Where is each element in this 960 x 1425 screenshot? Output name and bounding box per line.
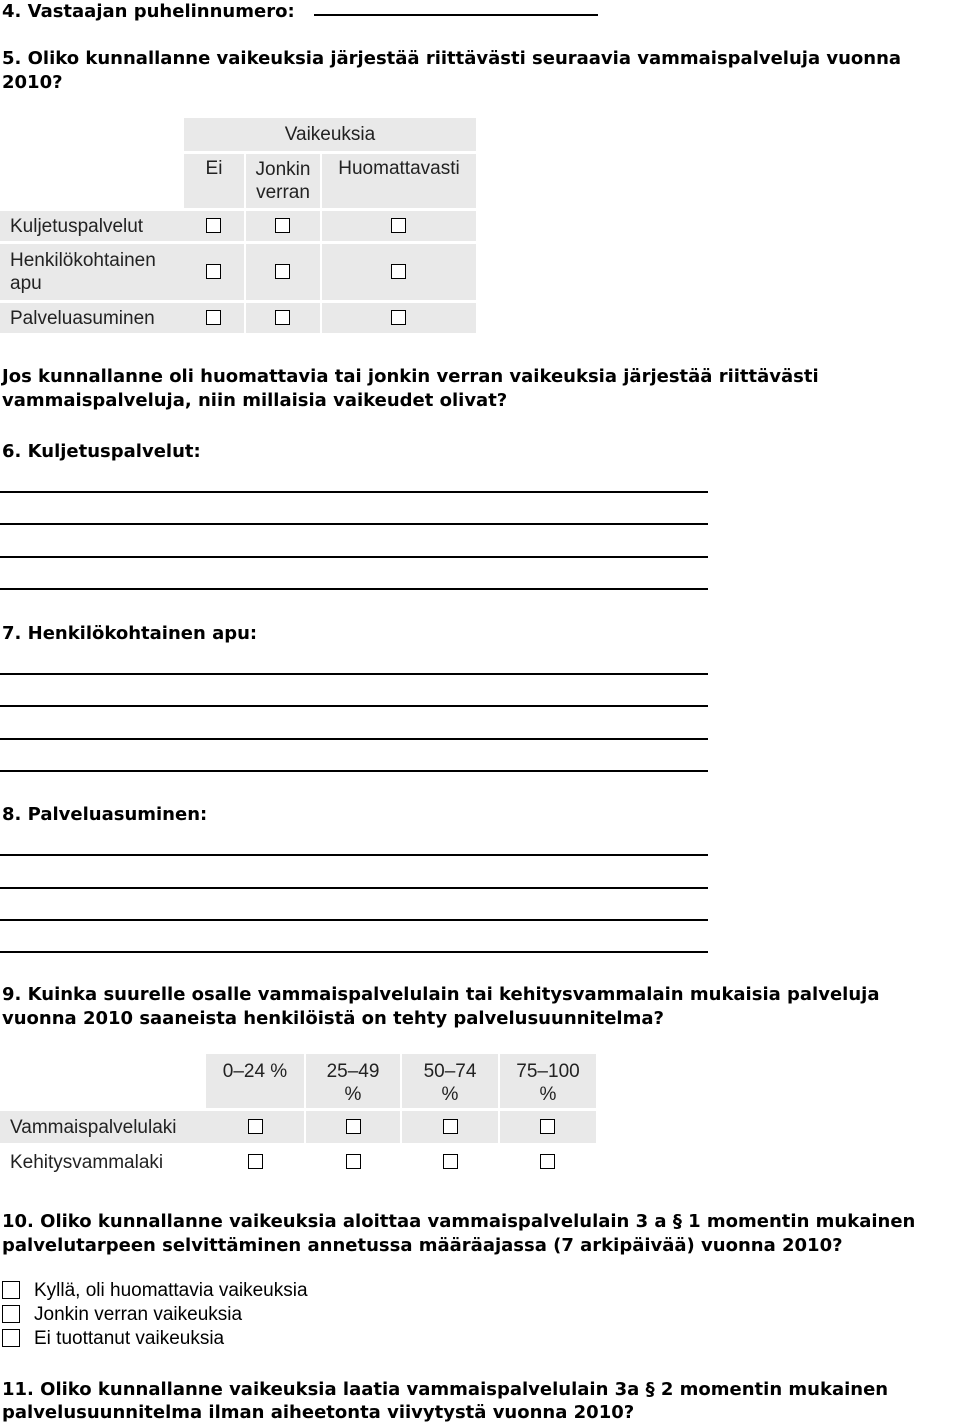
column-header-50-74-line1: 50–74 <box>423 1061 477 1082</box>
column-header-50-74-line2: % <box>441 1084 459 1105</box>
answer-line[interactable] <box>0 556 708 558</box>
question-9-line2: vuonna 2010 saaneista henkilöistä on tehty palvelusuunnitelma? <box>2 1008 664 1029</box>
option-ei-tuottanut: Ei tuottanut vaikeuksia <box>34 1328 225 1349</box>
checkbox-vammaispalvelulaki-50-74[interactable] <box>443 1119 458 1134</box>
checkbox-kehitysvammalaki-75-100[interactable] <box>540 1154 555 1169</box>
row-label-henkilokohtainen-line2: apu <box>10 273 42 294</box>
checkbox-henkilokohtainen-ei[interactable] <box>206 264 221 279</box>
checkbox-kuljetuspalvelut-huomattavasti[interactable] <box>391 218 406 233</box>
question-11-line2: palvelusuunnitelma ilman aiheetonta viivytystä vuonna 2010? <box>2 1402 635 1423</box>
column-header-25-49-line1: 25–49 <box>326 1061 380 1082</box>
checkbox-palveluasuminen-ei[interactable] <box>206 310 221 325</box>
question-7-label: 7. Henkilökohtainen apu: <box>2 623 258 644</box>
question-6-label: 6. Kuljetuspalvelut: <box>2 441 201 462</box>
row-label-palveluasuminen: Palveluasuminen <box>0 303 192 333</box>
row-label-kuljetuspalvelut: Kuljetuspalvelut <box>0 211 192 241</box>
checkbox-palveluasuminen-jonkin-verran[interactable] <box>275 310 290 325</box>
checkbox-henkilokohtainen-jonkin-verran[interactable] <box>275 264 290 279</box>
column-header-50-74 <box>402 1054 498 1108</box>
option-kylla-huomattavia: Kyllä, oli huomattavia vaikeuksia <box>34 1280 308 1301</box>
checkbox-kehitysvammalaki-50-74[interactable] <box>443 1154 458 1169</box>
question-4-label: 4. Vastaajan puhelinnumero: <box>2 1 295 22</box>
column-header-jonkin-verran <box>246 154 320 208</box>
answer-line[interactable] <box>0 738 708 740</box>
answer-line[interactable] <box>0 491 708 493</box>
column-header-jonkin-line2: verran <box>256 182 310 203</box>
column-header-25-49 <box>306 1054 400 1108</box>
answer-line[interactable] <box>0 770 708 772</box>
answer-line[interactable] <box>0 854 708 856</box>
answer-line[interactable] <box>0 705 708 707</box>
row-label-kehitysvammalaki: Kehitysvammalaki <box>10 1152 164 1173</box>
checkbox-kehitysvammalaki-25-49[interactable] <box>346 1154 361 1169</box>
checkbox-kuljetuspalvelut-jonkin-verran[interactable] <box>275 218 290 233</box>
column-header-75-100 <box>500 1054 596 1108</box>
question-8-label: 8. Palveluasuminen: <box>2 804 208 825</box>
followup-line1: Jos kunnallanne oli huomattavia tai jonkin verran vaikeuksia järjestää riittävästi <box>2 366 819 387</box>
question-9-line1: 9. Kuinka suurelle osalle vammaispalvelulain tai kehitysvammalain mukaisia palveluja <box>2 984 880 1005</box>
question-10-line1: 10. Oliko kunnallanne vaikeuksia aloittaa vammaispalvelulain 3 a § 1 momentin mukainen <box>2 1211 916 1232</box>
column-header-0-24: 0–24 % <box>206 1054 304 1108</box>
checkbox-kylla-huomattavia[interactable] <box>2 1281 20 1299</box>
column-header-huomattavasti: Huomattavasti <box>322 154 476 208</box>
followup-line2: vammaispalveluja, niin millaisia vaikeudet olivat? <box>2 390 508 411</box>
column-header-75-100-line2: % <box>539 1084 557 1105</box>
column-header-ei: Ei <box>184 154 244 208</box>
checkbox-henkilokohtainen-huomattavasti[interactable] <box>391 264 406 279</box>
question-5-line2: 2010? <box>2 72 63 93</box>
option-jonkin-verran: Jonkin verran vaikeuksia <box>34 1304 243 1325</box>
checkbox-ei-tuottanut[interactable] <box>2 1329 20 1347</box>
row-label-henkilokohtainen-line1: Henkilökohtainen <box>10 250 156 271</box>
phone-answer-line[interactable] <box>314 14 598 16</box>
checkbox-vammaispalvelulaki-0-24[interactable] <box>248 1119 263 1134</box>
question-11-line1: 11. Oliko kunnallanne vaikeuksia laatia vammaispalvelulain 3a § 2 momentin mukainen <box>2 1379 889 1400</box>
checkbox-palveluasuminen-huomattavasti[interactable] <box>391 310 406 325</box>
checkbox-vammaispalvelulaki-75-100[interactable] <box>540 1119 555 1134</box>
question-5-line1: 5. Oliko kunnallanne vaikeuksia järjestää riittävästi seuraavia vammaispalveluja vuonna <box>2 48 902 69</box>
checkbox-kehitysvammalaki-0-24[interactable] <box>248 1154 263 1169</box>
answer-line[interactable] <box>0 673 708 675</box>
checkbox-kuljetuspalvelut-ei[interactable] <box>206 218 221 233</box>
answer-line[interactable] <box>0 523 708 525</box>
answer-line[interactable] <box>0 951 708 953</box>
row-label-vammaispalvelulaki: Vammaispalvelulaki <box>0 1111 214 1143</box>
answer-line[interactable] <box>0 588 708 590</box>
answer-line[interactable] <box>0 919 708 921</box>
checkbox-jonkin-verran[interactable] <box>2 1305 20 1323</box>
column-header-25-49-line2: % <box>344 1084 362 1105</box>
checkbox-vammaispalvelulaki-25-49[interactable] <box>346 1119 361 1134</box>
column-header-75-100-line1: 75–100 <box>516 1061 580 1082</box>
column-header-jonkin-line1: Jonkin <box>255 159 311 180</box>
answer-line[interactable] <box>0 887 708 889</box>
question-10-line2: palvelutarpeen selvittäminen annetussa määräajassa (7 arkipäivää) vuonna 2010? <box>2 1235 843 1256</box>
row-label-henkilokohtainen-apu <box>0 244 192 300</box>
group-header-vaikeuksia: Vaikeuksia <box>184 118 476 151</box>
